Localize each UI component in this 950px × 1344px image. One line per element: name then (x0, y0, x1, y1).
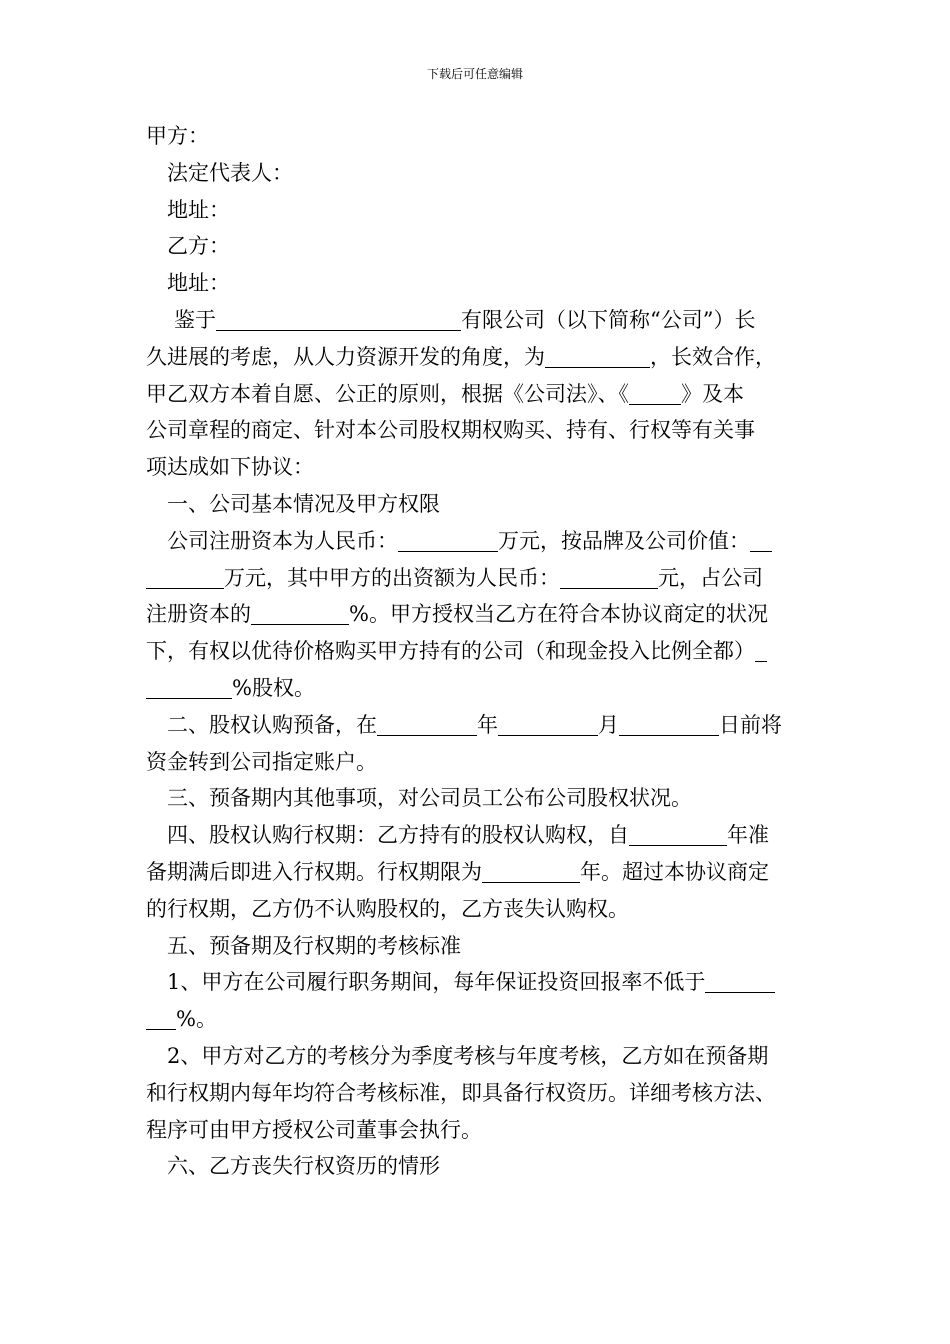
section-5-item-2-line-1: 2、甲方对乙方的考核分为季度考核与年度考核，乙方如在预备期 (167, 1043, 769, 1068)
preamble-line-2: 久进展的考虑，从人力资源开发的角度，为 ，长效合作， (146, 344, 776, 369)
preamble-line-4: 公司章程的商定、针对本公司股权期权购买、持有、行权等有关事 (146, 418, 755, 443)
section-6-heading: 六、乙方丧失行权资历的情形 (167, 1154, 440, 1179)
contribution-blank[interactable] (560, 564, 658, 589)
capital-percent-blank[interactable] (251, 600, 349, 625)
section-4-line-3: 的行权期，乙方仍不认购股权的，乙方丧失认购权。 (146, 896, 629, 921)
section-1-heading: 一、公司基本情况及甲方权限 (167, 491, 440, 516)
month-blank[interactable] (498, 711, 598, 736)
section-2-line-1: 二、股权认购预备，在 年 月 日前将 (167, 712, 782, 737)
section-5-item-1-line-2: %。 (146, 1001, 808, 1038)
preamble-line-1: 鉴于 有限公司（以下简称“公司”）长 (174, 307, 756, 332)
party-a-address-line: 地址： (167, 197, 230, 222)
section-1-line-3: 注册资本的 %。甲方授权当乙方在符合本协议商定的状况 (146, 602, 768, 627)
company-value-blank-b[interactable] (146, 564, 224, 589)
law-name-blank[interactable] (629, 380, 681, 405)
company-name-blank[interactable] (216, 306, 461, 331)
section-4-line-1: 四、股权认购行权期：乙方持有的股权认购权，自 年准 (167, 823, 769, 848)
prep-years-blank[interactable] (629, 821, 727, 846)
day-blank[interactable] (619, 711, 719, 736)
year-blank[interactable] (377, 711, 477, 736)
section-1-line-2: 万元，其中甲方的出资额为人民币： 元，占公司 (146, 560, 808, 597)
page-header: 下载后可任意编辑 (426, 67, 523, 81)
preamble-line-3: 甲乙双方本着自愿、公正的原则，根据《公司法》、《 》及本 (146, 381, 744, 406)
section-4-line-2: 备期满后即进入行权期。行权期限为 年。超过本协议商定 (146, 859, 769, 884)
section-2-line-2: 资金转到公司指定账户。 (146, 749, 377, 774)
purpose-blank[interactable] (545, 343, 650, 368)
registered-capital-blank[interactable] (398, 527, 498, 552)
exercise-years-blank[interactable] (482, 858, 580, 883)
equity-percent-blank-a[interactable] (755, 637, 767, 662)
section-1-line-5: %股权。 (146, 670, 808, 707)
contract-body (146, 118, 808, 1185)
company-value-blank-a[interactable] (750, 527, 772, 552)
section-1-line-4: 下，有权以优待价格购买甲方持有的公司（和现金投入比例全都） (146, 633, 808, 670)
party-b-address-line: 地址： (167, 271, 230, 296)
equity-percent-blank-b[interactable] (146, 674, 232, 699)
preamble-line-5: 项达成如下协议： (146, 455, 314, 480)
section-5-item-2-line-3: 程序可由甲方授权公司董事会执行。 (146, 1117, 482, 1142)
section-5-item-2-line-2: 和行权期内每年均符合考核标准，即具备行权资历。详细考核方法、 (146, 1080, 776, 1105)
party-b-line: 乙方： (167, 234, 230, 259)
section-3-line: 三、预备期内其他事项，对公司员工公布公司股权状况。 (167, 786, 692, 811)
return-rate-blank-b[interactable] (146, 1005, 176, 1030)
section-5-item-1-line-1: 1、甲方在公司履行职务期间，每年保证投资回报率不低于 (146, 964, 808, 1001)
section-5-heading: 五、预备期及行权期的考核标准 (167, 933, 461, 958)
return-rate-blank-a[interactable] (705, 968, 775, 993)
legal-rep-line: 法定代表人： (167, 160, 293, 185)
party-a-line: 甲方： (146, 124, 209, 148)
section-1-line-1: 公司注册资本为人民币： 万元，按品牌及公司价值： (146, 523, 808, 560)
